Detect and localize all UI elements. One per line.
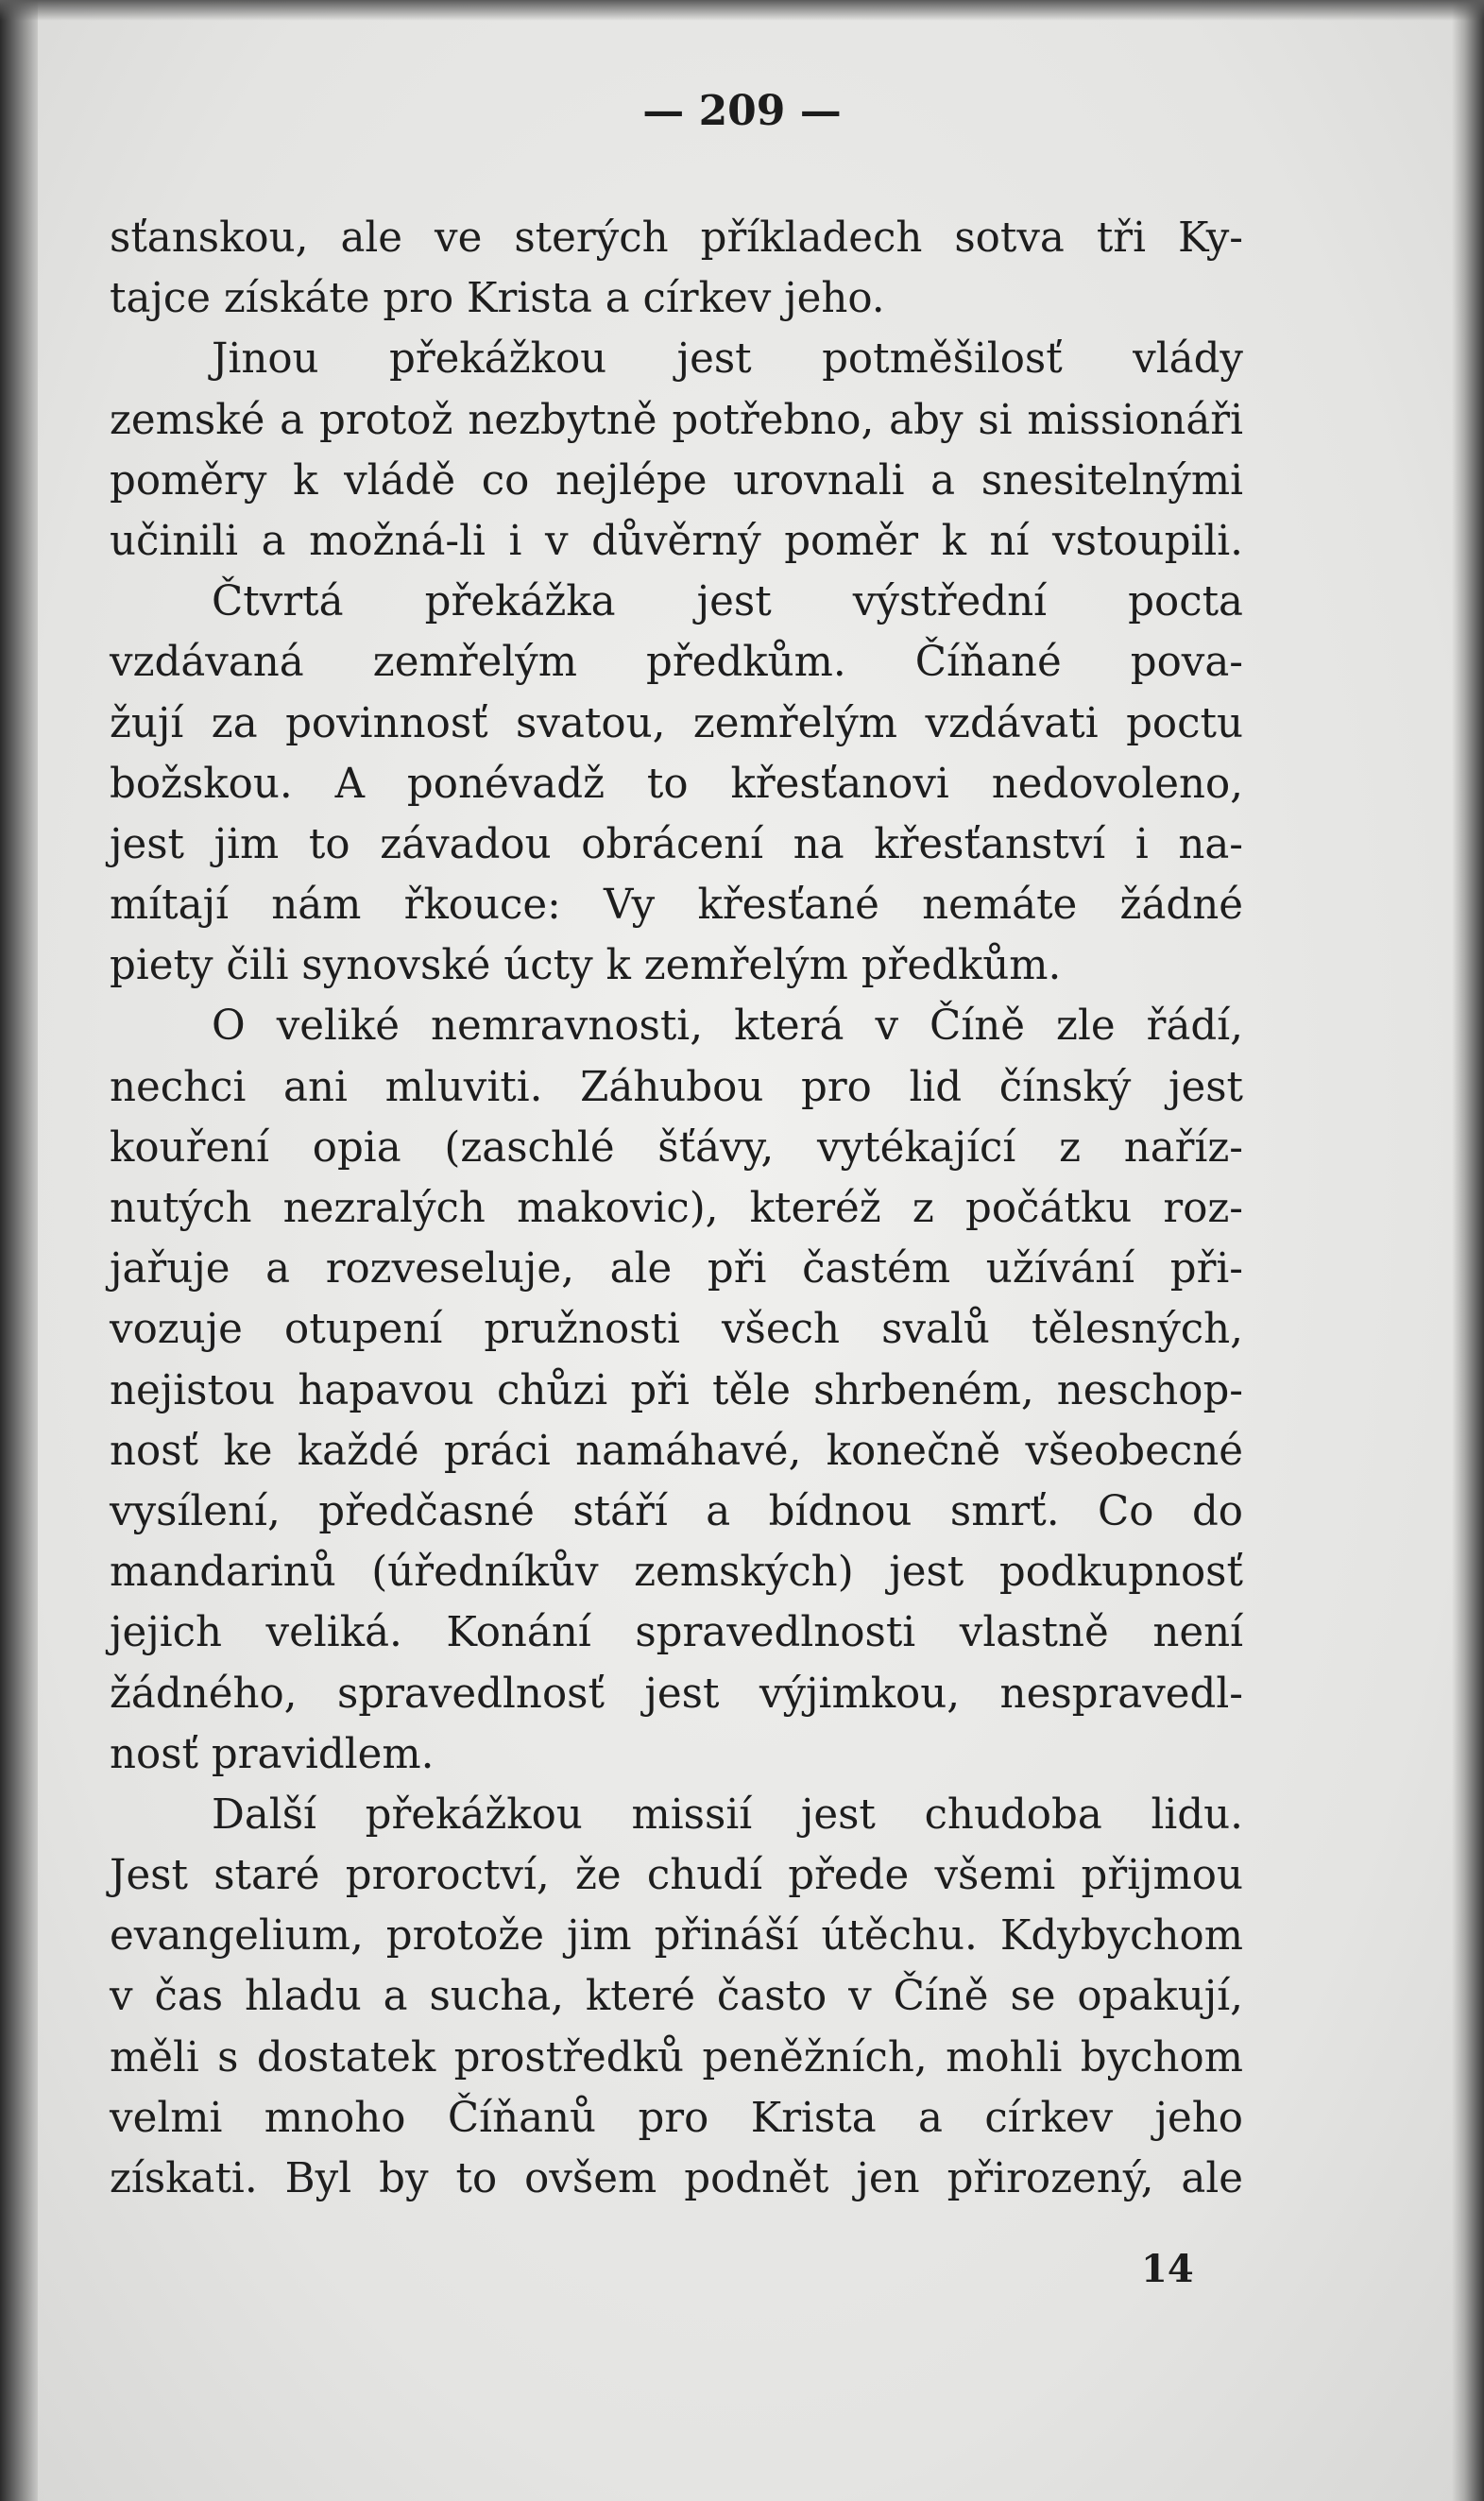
text-line: nejistou hapavou chůzi při těle shrbeném, neschop- <box>110 1366 1243 1414</box>
text-line: nutých nezralých makovic), kteréž z počátku roz- <box>110 1185 1243 1232</box>
text-line: žádného, spravedlnosť jest výjimkou, nespravedl- <box>110 1670 1243 1718</box>
text-line: Jinou překážkou jest potměšilosť vlády <box>212 335 1243 384</box>
page-top-edge-shadow <box>0 0 1484 21</box>
text-line: jejich veliká. Konání spravedlnosti vlastně není <box>110 1609 1243 1657</box>
text-line: vzdávaná zemřelým předkům. Číňané pova- <box>110 639 1243 687</box>
text-line: Čtvrtá překážka jest výstřední pocta <box>212 578 1243 626</box>
text-line: poměry k vládě co nejlépe urovnali a snesitelnými <box>110 456 1243 505</box>
text-line: O veliké nemravnosti, která v Číně zle řádí, <box>212 1002 1243 1051</box>
text-line: vysílení, předčasné stáří a bídnou smrť. Co do <box>110 1487 1243 1535</box>
text-line: mítají nám řkouce: Vy křesťané nemáte žádné <box>110 882 1243 930</box>
text-line: božskou. A ponévadž to křesťanovi nedovoleno, <box>110 760 1243 808</box>
text-line: sťanskou, ale ve sterých příkladech sotva tři Ky- <box>110 214 1243 262</box>
text-line: nosť pravidlem. <box>110 1730 435 1778</box>
text-line: získati. Byl by to ovšem podnět jen přirozený, ale <box>110 2155 1243 2202</box>
text-line: žují za povinnosť svatou, zemřelým vzdávati poctu <box>110 699 1243 747</box>
text-line: tajce získáte pro Krista a církev jeho. <box>110 275 885 323</box>
page-number: — 209 — <box>642 87 842 135</box>
text-line: nosť ke každé práci namáhavé, konečně všeobecné <box>110 1427 1243 1475</box>
text-line: velmi mnoho Číňanů pro Krista a církev jeho <box>110 2094 1243 2142</box>
text-line: v čas hladu a sucha, které často v Číně se opakují, <box>110 1973 1243 2021</box>
text-line: vozuje otupení pružnosti všech svalů tělesných, <box>110 1306 1243 1354</box>
text-line: evangelium, protože jim přináší útěchu. Kdybychom <box>110 1912 1243 1961</box>
text-line: zemské a protož nezbytně potřebno, aby si missionáři <box>110 396 1243 444</box>
printer-signature-mark: 14 <box>1141 2247 1194 2291</box>
text-line: Jest staré proroctví, že chudí přede všemi přijmou <box>110 1852 1243 1900</box>
text-line: kouření opia (zaschlé šťávy, vytékající z naříz- <box>110 1123 1243 1172</box>
text-line: učinili a možná-li i v důvěrný poměr k ní vstoupili. <box>110 517 1243 565</box>
text-line: nechci ani mluviti. Záhubou pro lid čínský jest <box>110 1063 1243 1111</box>
text-line: Další překážkou missií jest chudoba lidu. <box>212 1790 1243 1839</box>
page-left-edge-shadow <box>0 0 38 2501</box>
body-text <box>110 208 1243 2209</box>
page-right-edge-shadow <box>1452 0 1484 2501</box>
text-line: mandarinů (úředníkův zemských) jest podkupnosť <box>110 1549 1243 1597</box>
text-line: měli s dostatek prostředků peněžních, mohli bychom <box>110 2033 1243 2081</box>
text-line: jest jim to závadou obrácení na křesťanství i na- <box>110 820 1243 868</box>
text-line: jařuje a rozveseluje, ale při častém užívání při- <box>110 1245 1243 1293</box>
text-line: piety čili synovské úcty k zemřelým předkům. <box>110 942 1062 990</box>
